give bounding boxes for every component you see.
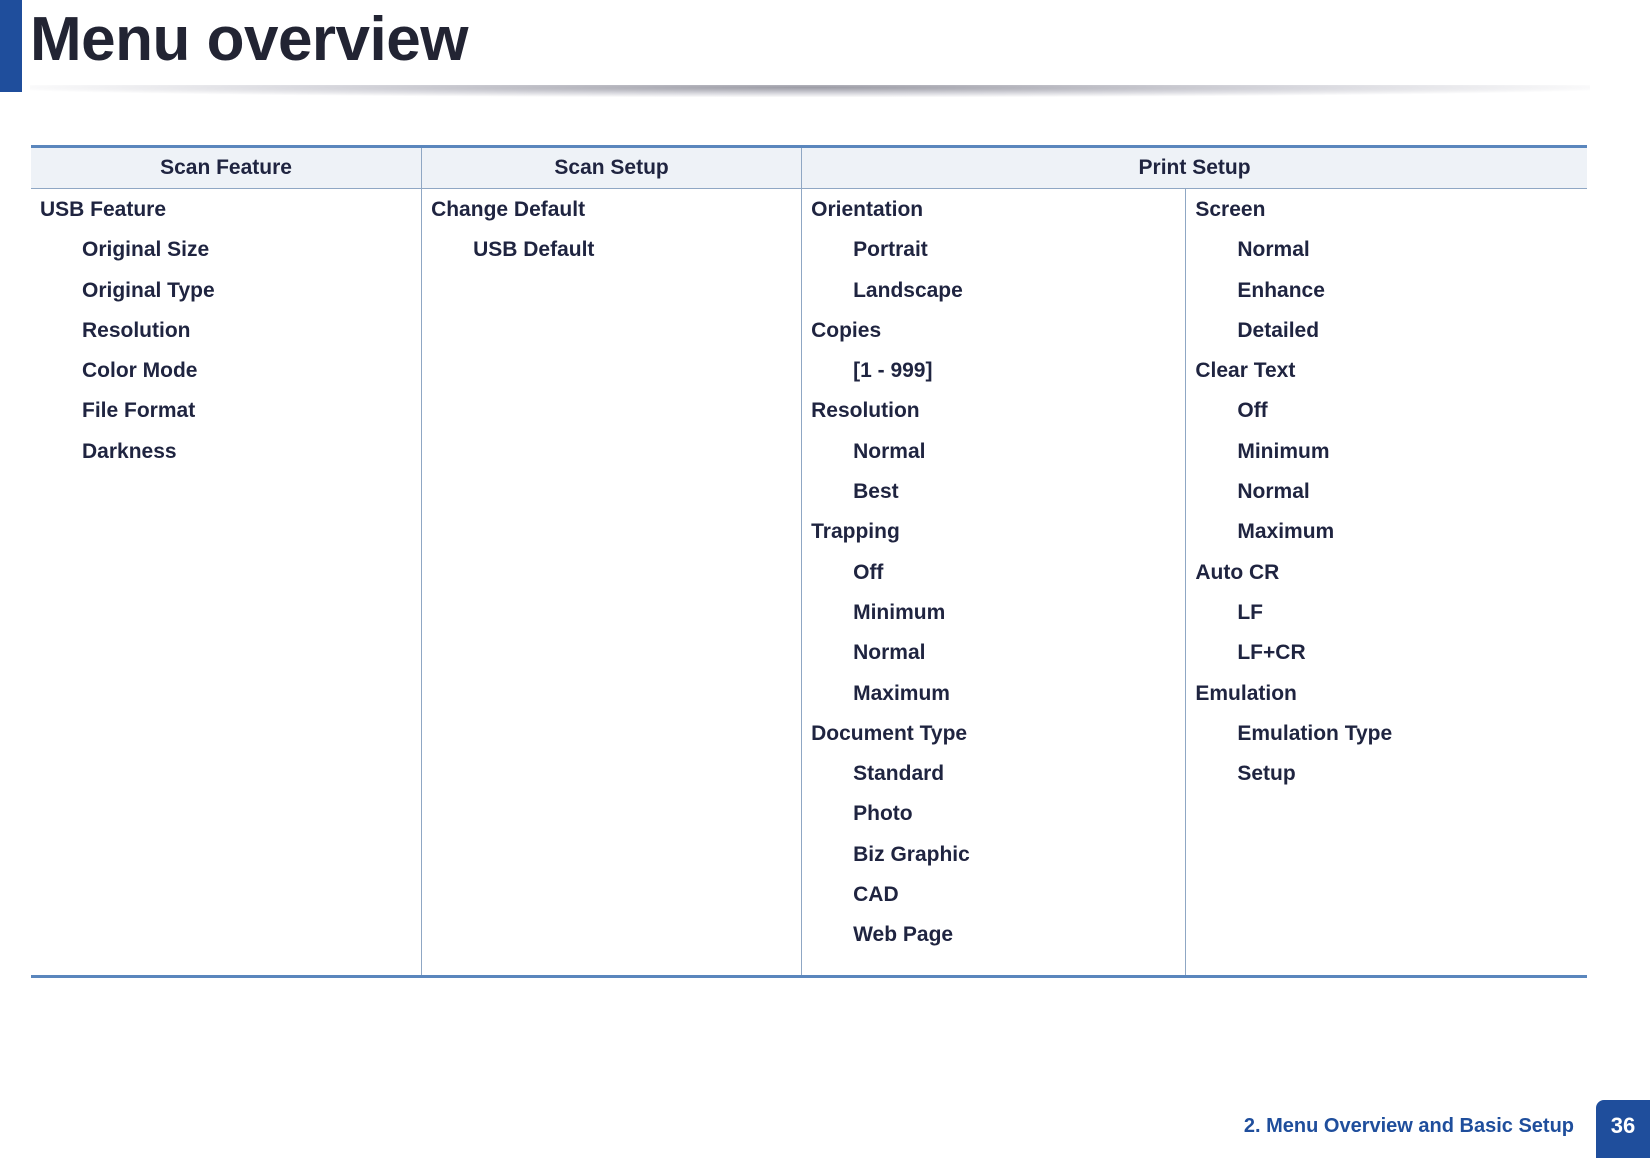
menu-subitem: Enhance	[1237, 278, 1325, 302]
menu-item: Change Default	[431, 198, 586, 221]
column-print-setup-right	[1186, 189, 1587, 977]
menu-subitem: Normal	[1237, 480, 1310, 504]
menu-subitem: Minimum	[1237, 439, 1330, 463]
menu-subitem: Web Page	[853, 923, 954, 947]
header-print-setup: Print Setup	[802, 147, 1587, 189]
menu-subitem: Normal	[853, 439, 926, 463]
menu-subitem: LF	[1237, 600, 1264, 624]
menu-subitem: Off	[853, 560, 884, 584]
header-scan-feature: Scan Feature	[31, 147, 422, 189]
menu-subitem: Original Size	[82, 238, 210, 262]
column-scan-setup	[422, 189, 802, 977]
menu-subitem: Resolution	[82, 318, 191, 342]
menu-subitem: Detailed	[1237, 318, 1320, 342]
menu-item: Orientation	[811, 198, 924, 221]
menu-subitem: Maximum	[1237, 520, 1335, 544]
table-body-row	[31, 189, 1587, 977]
menu-subitem: [1 - 999]	[853, 359, 933, 383]
menu-item: Copies	[811, 318, 882, 342]
menu-subitem: Original Type	[82, 278, 215, 302]
table-header-row	[31, 147, 1587, 189]
menu-subitem: CAD	[853, 883, 899, 907]
menu-subitem: Standard	[853, 762, 945, 786]
menu-subitem: Normal	[853, 641, 926, 665]
column-print-setup-left	[802, 189, 1186, 977]
menu-subitem: Portrait	[853, 238, 928, 262]
menu-overview-table	[31, 145, 1587, 978]
menu-item: Clear Text	[1195, 359, 1296, 383]
menu-item: Trapping	[811, 520, 900, 544]
page-title: Menu overview	[30, 5, 468, 74]
footer-chapter-title: 2. Menu Overview and Basic Setup	[1243, 1115, 1574, 1137]
menu-subitem: Biz Graphic	[853, 842, 970, 866]
menu-subitem: Color Mode	[82, 359, 198, 383]
menu-subitem: Landscape	[853, 278, 963, 302]
column-scan-feature	[31, 189, 422, 977]
menu-item: Resolution	[811, 399, 920, 423]
menu-subitem: Setup	[1237, 762, 1296, 786]
header-scan-setup: Scan Setup	[422, 147, 802, 189]
menu-subitem: File Format	[82, 399, 196, 423]
menu-subitem: Normal	[1237, 238, 1310, 262]
page-number-badge: 36	[1596, 1100, 1650, 1158]
menu-subitem: Darkness	[82, 439, 177, 463]
menu-item: Screen	[1195, 198, 1266, 221]
menu-subitem: Photo	[853, 802, 913, 826]
title-divider	[30, 85, 1590, 97]
menu-subitem: Maximum	[853, 681, 950, 705]
menu-item: Auto CR	[1195, 560, 1280, 584]
title-accent-bar	[0, 0, 22, 92]
menu-item: Document Type	[811, 721, 968, 745]
menu-subitem: Off	[1237, 399, 1268, 423]
menu-subitem: Minimum	[853, 600, 946, 624]
menu-subitem: USB Default	[473, 238, 595, 262]
menu-subitem: Emulation Type	[1237, 721, 1393, 745]
menu-subitem: LF+CR	[1237, 641, 1306, 665]
menu-item: Emulation	[1195, 681, 1297, 705]
menu-item: USB Feature	[40, 198, 167, 221]
menu-subitem: Best	[853, 480, 899, 504]
